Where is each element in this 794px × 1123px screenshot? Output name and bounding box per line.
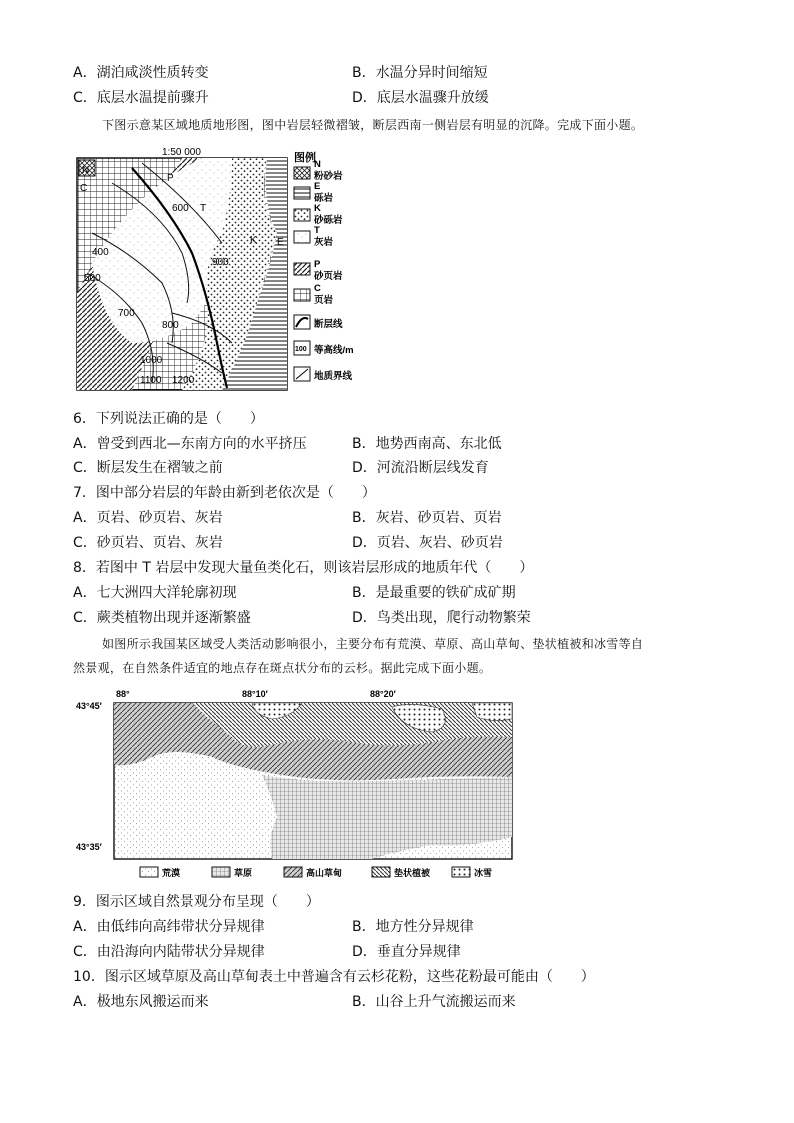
legend-desert: 荒漠 [162,868,181,878]
q5-option-d: D．底层水温骤升放缓 [352,90,489,106]
q9-option-b: B．地方性分异规律 [352,919,474,935]
label-K: K [250,235,257,246]
intro-map1: 下图示意某区域地质地形图，图中岩层轻微褶皱，断层西南一侧岩层有明显的沉降。完成下面小题。 [102,118,644,132]
label-N: N [82,165,90,176]
q6-stem: 6．下列说法正确的是（ ） [73,411,264,427]
q5-option-c: C．底层水温提前骤升 [73,90,209,106]
contour-600: 600 [172,203,189,214]
q5-option-b: B．水温分异时间缩短 [352,65,488,81]
contour-800: 800 [162,320,179,331]
q8-option-d: D．鸟类出现，爬行动物繁荣 [352,610,531,626]
lon-88: 88° [116,689,130,699]
svg-text:100: 100 [295,346,307,353]
q9-option-c: C．由沿海向内陆带状分异规律 [73,944,265,960]
intro-map2-line1: 如图所示我国某区域受人类活动影响很小，主要分布有荒漠、草原、高山草甸、垫状植被和冰雪等自 [102,637,644,651]
q7-option-b: B．灰岩、砂页岩、页岩 [352,510,502,526]
landscape-map [72,687,522,887]
legend-siltstone: 粉砂岩 [314,171,343,182]
intro-map2-line2: 然景观，在自然条件适宜的地点存在斑点状分布的云杉。据此完成下面小题。 [73,661,492,675]
contour-900: 900 [212,257,229,268]
svg-text:N: N [314,159,321,170]
svg-text:E: E [314,181,321,192]
map1-scale-label: 1:50 000 [162,147,201,158]
legend-ice-snow: 冰雪 [474,868,493,878]
legend-geologic-boundary: 地质界线 [314,371,353,382]
q10-stem: 10．图示区域草原及高山草甸表土中普遍含有云杉花粉，这些花粉最可能由（ ） [73,969,595,985]
legend-cushion-vegetation: 垫状植被 [394,868,431,878]
legend-sandy-conglomerate: 砂砾岩 [314,215,343,226]
label-P: P [167,173,174,184]
legend-conglomerate: 砾岩 [314,193,334,204]
legend-fault-line: 断层线 [314,319,343,330]
q7-option-c: C．砂页岩、页岩、灰岩 [73,535,223,551]
lon-88-20: 88°20′ [370,689,396,699]
q10-option-b: B．山谷上升气流搬运而来 [352,994,516,1010]
q7-option-a: A．页岩、砂页岩、灰岩 [73,510,223,526]
legend-limestone: 灰岩 [314,237,334,248]
q5-option-a: A．湖泊咸淡性质转变 [73,65,209,81]
svg-text:K: K [314,203,321,214]
q6-option-a: A．曾受到西北—东南方向的水平挤压 [73,436,307,452]
q9-option-a: A．由低纬向高纬带状分异规律 [73,919,265,935]
q8-option-b: B．是最重要的铁矿成矿期 [352,585,516,601]
q10-option-a: A．极地东风搬运而来 [73,994,209,1010]
q8-stem: 8．若图中 T 岩层中发现大量鱼类化石，则该岩层形成的地质年代（ ） [73,560,534,576]
contour-1100: 1100 [140,375,162,386]
contour-1000: 1000 [140,355,163,366]
q8-option-c: C．蕨类植物出现并逐渐繁盛 [73,610,251,626]
legend-alpine-meadow: 高山草甸 [306,868,343,878]
svg-text:T: T [314,225,320,236]
contour-500: 500 [84,273,101,284]
q7-stem: 7．图中部分岩层的年龄由新到老依次是（ ） [73,485,376,501]
q6-option-c: C．断层发生在褶皱之前 [73,460,223,476]
legend-contour: 等高线/m [314,345,354,356]
q7-option-d: D．页岩、灰岩、砂页岩 [352,535,503,551]
lon-88-10: 88°10′ [242,689,268,699]
q8-option-a: A．七大洲四大洋轮廓初现 [73,585,237,601]
lat-43-35: 43°35′ [76,842,102,852]
contour-400: 400 [92,247,109,258]
contour-1200: 1200 [172,375,195,386]
q9-stem: 9．图示区域自然景观分布呈现（ ） [73,894,320,910]
legend-grassland: 草原 [234,868,253,878]
q6-option-b: B．地势西南高、东北低 [352,436,502,452]
legend-sandy-shale: 砂页岩 [314,271,343,282]
label-T: T [200,203,207,214]
geologic-map [72,143,372,393]
lat-43-45: 43°45′ [76,701,102,711]
svg-text:P: P [314,259,321,270]
q6-option-d: D．河流沿断层线发育 [352,460,489,476]
legend-shale: 页岩 [314,295,334,306]
q9-option-d: D．垂直分异规律 [352,944,461,960]
contour-700: 700 [118,308,135,319]
label-E: E [277,237,284,248]
label-C: C [80,183,88,194]
map1-legend-title: 图例 [294,152,316,164]
svg-text:C: C [314,283,321,294]
